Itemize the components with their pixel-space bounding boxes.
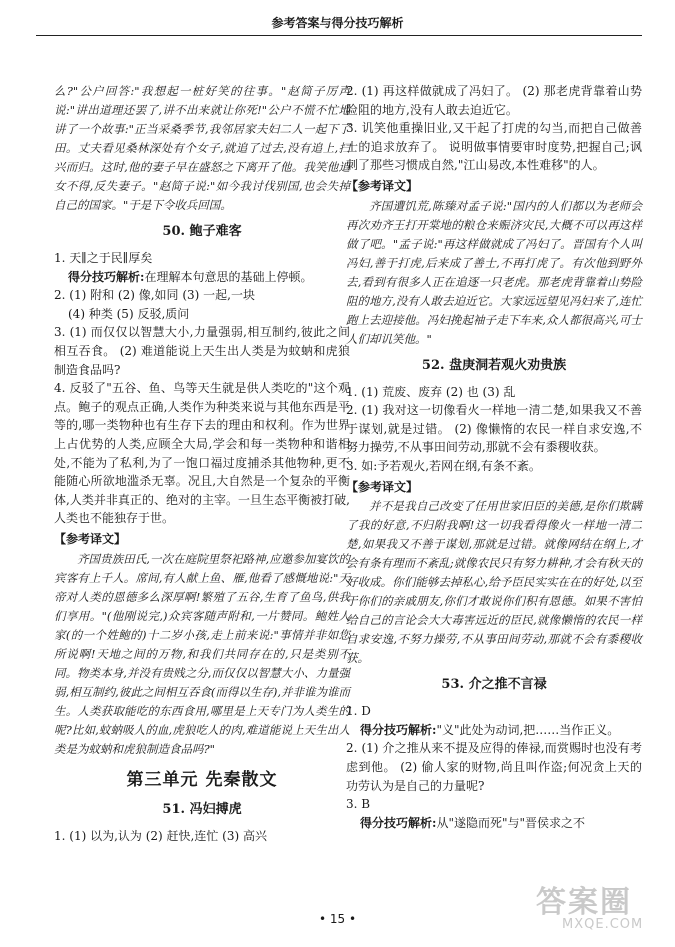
right-column <box>346 82 642 832</box>
s50-answer-1: 1. 天∥之于民∥厚矣 <box>54 251 153 265</box>
s50-answer-2a: 2. (1) 附和 (2) 像,如同 (3) 一起,一块 <box>54 288 255 303</box>
tip-label: 得分技巧解析: <box>360 815 437 830</box>
page-number: • 15 • <box>318 912 357 926</box>
intro-translation-text: 么?"公户回答:"我想起一桩好笑的往事。"赵简子厉声说:"讲出道理还罢了,讲不出来就让你死!"公户不慌不忙地讲了一个故事:"正当采桑季节,我邻居家夫妇二人一起下了田。丈夫看见桑林深处有个女子,就追了过去,没有追上,扫兴而归。这时,他的妻子早在盛怒之下离开了他。我笑他追女不得,反失妻子。"赵简子说:"如今我讨伐别国,也会失掉自己的国家。"于是下令收兵回国。 <box>54 84 350 212</box>
s50-answer-4: 4. 反驳了"五谷、鱼、鸟等天生就是供人类吃的"这个观点。鲍子的观点正确,人类作为种类来说与其他东西是平等的,哪一类物种也有生存下去的理由和权利。作为世界上占优势的人类,应顾全大局,学会和每一类物种和谐相处,不能为了私利,为了一饱口福过度捕杀其他物种,更不能随心所欲地滥杀无辜。况且,大自然是一个复杂的平衡体,人类并非真正的、绝对的主宰。一旦生态平衡被打破,人类也不能独存于世。 <box>54 381 350 526</box>
unit-title: 第三单元 先秦散文 <box>126 769 278 790</box>
watermark-url: MXQE.COM <box>562 917 644 932</box>
s51-answer-2: 2. (1) 再这样做就成了冯妇了。 (2) 那老虎背靠着山势险阻的地方,没有人敢去迫近它。 <box>346 84 642 117</box>
s51-answer-1: 1. (1) 以为,认为 (2) 赶快,连忙 (3) 高兴 <box>54 828 267 843</box>
s50-ref-label: 【参考译文】 <box>54 531 127 546</box>
s50-tip-1 <box>54 268 350 287</box>
s52-answer-1: 1. (1) 荒废、废弃 (2) 也 (3) 乱 <box>346 384 516 399</box>
s52-answer-3: 3. 如:予若观火,若网在纲,有条不紊。 <box>346 458 541 473</box>
s53-answer-3: 3. B <box>346 797 371 812</box>
tip-text: "义"此处为动词,把……当作正义。 <box>436 722 620 737</box>
tip-label: 得分技巧解析: <box>360 722 437 737</box>
tip-text: 在理解本句意思的基础上停顿。 <box>144 269 313 284</box>
s50-ref-text: 齐国贵族田氏,一次在庭院里祭祀路神,应邀参加宴饮的宾客有上千人。席间,有人献上鱼、雁,他看了感慨地说:"天帝对人类的恩德多么深厚啊!繁殖了五谷,生育了鱼鸟,供我们享用。"(他刚说完,)众宾客随声附和,一片赞同。鲍姓人家(的一个姓鲍的)十二岁小孩,走上前来说:"事情并非如您所说啊!天地之间的万物,和我们共同存在的,只是类别不同。物类本身,并没有贵贱之分,而仅仅以智慧大小、力量强弱,相互制约,彼此之间相互吞食(而得以生存),并非谁为谁而生。人类获取能吃的东西食用,哪里是上天专门为人类生的呢?比如,蚊蚋吸人的血,虎狼吃人的肉,难道能说上天生出人类是为蚊蚋和虎狼制造食品吗?" <box>54 551 350 756</box>
header-rule <box>36 35 642 36</box>
s53-tip-1 <box>346 721 642 740</box>
tip-label: 得分技巧解析: <box>68 269 145 284</box>
s53-answer-1: 1. D <box>346 704 371 719</box>
s52-ref-label: 【参考译文】 <box>346 479 419 494</box>
s51-answer-3: 3. 讥笑他重操旧业,又干起了打虎的勾当,而把自己做善士的追求放弃了。 说明做事情要审时度势,把握自己;讽刺了那些习惯成自然,"江山易改,本性难移"的人。 <box>346 121 642 173</box>
s50-answer-3: 3. (1) 而仅仅以智慧大小,力量强弱,相互制约,彼此之间相互吞食。 (2) 难道能说上天生出人类是为蚊蚋和虎狼制造食品吗? <box>54 325 350 377</box>
watermark-logo <box>536 885 644 932</box>
section-51-title: 51. 冯妇搏虎 <box>162 801 242 817</box>
s51-ref-text: 齐国遭饥荒,陈臻对孟子说:"国内的人们都以为老师会再次劝齐王打开棠地的粮仓来赈济灾民,大概不可以再这样做了吧。"孟子说:"再这样做就成了冯妇了。晋国有个人叫冯妇,善于打虎,后来成了善士,不再打虎了。有次他到野外去,看到有很多人正在追逐一只老虎。那老虎背靠着山势险阻的地方,没有人敢去迫近它。大家远远望见冯妇来了,连忙跑上去迎接他。冯妇挽起袖子走下车来,众人都很高兴,可士人们却讥笑他。" <box>346 198 642 346</box>
page-header: 参考答案与得分技巧解析 <box>271 16 404 30</box>
section-53-title: 53. 介之推不言禄 <box>441 677 547 693</box>
left-column <box>54 82 350 845</box>
section-52-title: 52. 盘庚洞若观火劝贵族 <box>421 357 567 373</box>
s50-answer-2b: (4) 种类 (5) 反驳,质问 <box>68 306 190 321</box>
s52-ref-text: 并不是我自己改变了任用世家旧臣的美德,是你们欺瞒了我的好意,不归附我啊!这一切我看得像火一样地一清二楚,如果我又不善于谋划,那就是过错。就像网结在纲上,才会有条有理而不紊乱;就像农民只有努力耕种,才会有秋天的好收成。你们能够去掉私心,给予臣民实实在在的好处,以至于你们的亲戚朋友,你们才敢说你们积有恩德。如果不害怕给自己的言论会大大毒害远近的臣民,就像懒惰的农民一样自求安逸,不努力操劳,不从事田间劳动,那就不会有黍稷收获。 <box>346 499 642 666</box>
s53-tip-3 <box>346 814 642 833</box>
s51-ref-label: 【参考译文】 <box>346 178 419 193</box>
watermark-text: 答案圈 <box>536 885 632 920</box>
section-50-title: 50. 鲍子难客 <box>162 224 242 239</box>
s52-answer-2: 2. (1) 我对这一切像看火一样地一清二楚,如果我又不善于谋划,就是过错。 (2) 像懒惰的农民一样自求安逸,不努力操劳,不从事田间劳动,那就不会有黍稷收获。 <box>346 403 642 455</box>
s53-answer-2: 2. (1) 介之推从来不提及应得的俸禄,而赏赐时也没有考虑到他。 (2) 偷人家的财物,尚且叫作盗;何况贪上天的功劳认为是自己的力量呢? <box>346 741 642 793</box>
tip-text: 从"遂隐而死"与"晋侯求之不 <box>436 815 585 830</box>
